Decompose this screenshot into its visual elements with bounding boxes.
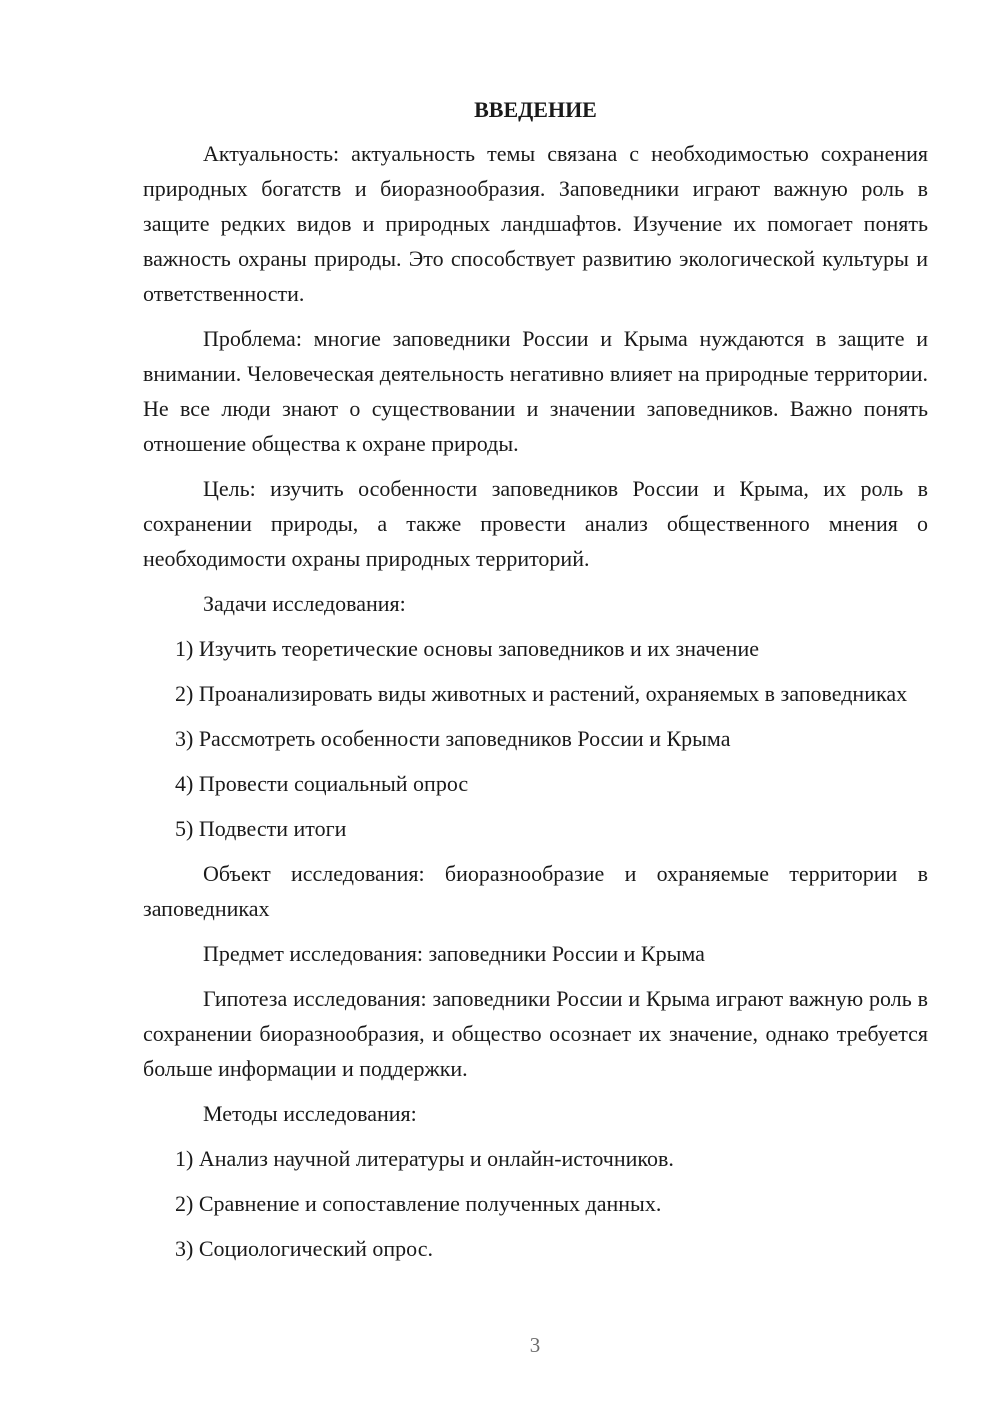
- method-item: 3) Социологический опрос.: [175, 1236, 433, 1261]
- object-paragraph: Объект исследования: биоразнообразие и охраняемые территории в заповедниках: [143, 861, 928, 921]
- relevance-paragraph: Актуальность: актуальность темы связана с необходимостью сохранения природных богатств и биоразнообразия. Заповедники играют важную роль в защите редких видов и природных ландшафтов. Изучение их помогает понять важность охраны природы. Это способствует развитию экологической культуры и ответственности.: [143, 141, 928, 306]
- task-item: 2) Проанализировать виды животных и растений, охраняемых в заповедниках: [175, 681, 908, 706]
- methods-heading: Методы исследования:: [203, 1101, 417, 1126]
- section-title: ВВЕДЕНИЕ: [474, 97, 597, 122]
- task-item: 1) Изучить теоретические основы заповедников и их значение: [175, 636, 759, 661]
- tasks-heading: Задачи исследования:: [203, 591, 406, 616]
- page-number: 3: [529, 1333, 541, 1357]
- document-body: [143, 92, 928, 1276]
- method-item: 2) Сравнение и сопоставление полученных данных.: [175, 1191, 662, 1216]
- goal-paragraph: Цель: изучить особенности заповедников России и Крыма, их роль в сохранении природы, а также провести анализ общественного мнения о необходимости охраны природных территорий.: [143, 476, 928, 571]
- problem-paragraph: Проблема: многие заповедники России и Крыма нуждаются в защите и внимании. Человеческая деятельность негативно влияет на природные территории. Не все люди знают о существовании и значении заповедников. Важно понять отношение общества к охране природы.: [143, 326, 928, 456]
- task-item: 5) Подвести итоги: [175, 816, 347, 841]
- hypothesis-paragraph: Гипотеза исследования: заповедники России и Крыма играют важную роль в сохранении биоразнообразия, и общество осознает их значение, однако требуется больше информации и поддержки.: [143, 986, 928, 1081]
- subject-paragraph: Предмет исследования: заповедники России и Крыма: [203, 941, 705, 966]
- task-item: 3) Рассмотреть особенности заповедников России и Крыма: [175, 726, 731, 751]
- method-item: 1) Анализ научной литературы и онлайн-источников.: [175, 1146, 674, 1171]
- task-item: 4) Провести социальный опрос: [175, 771, 469, 796]
